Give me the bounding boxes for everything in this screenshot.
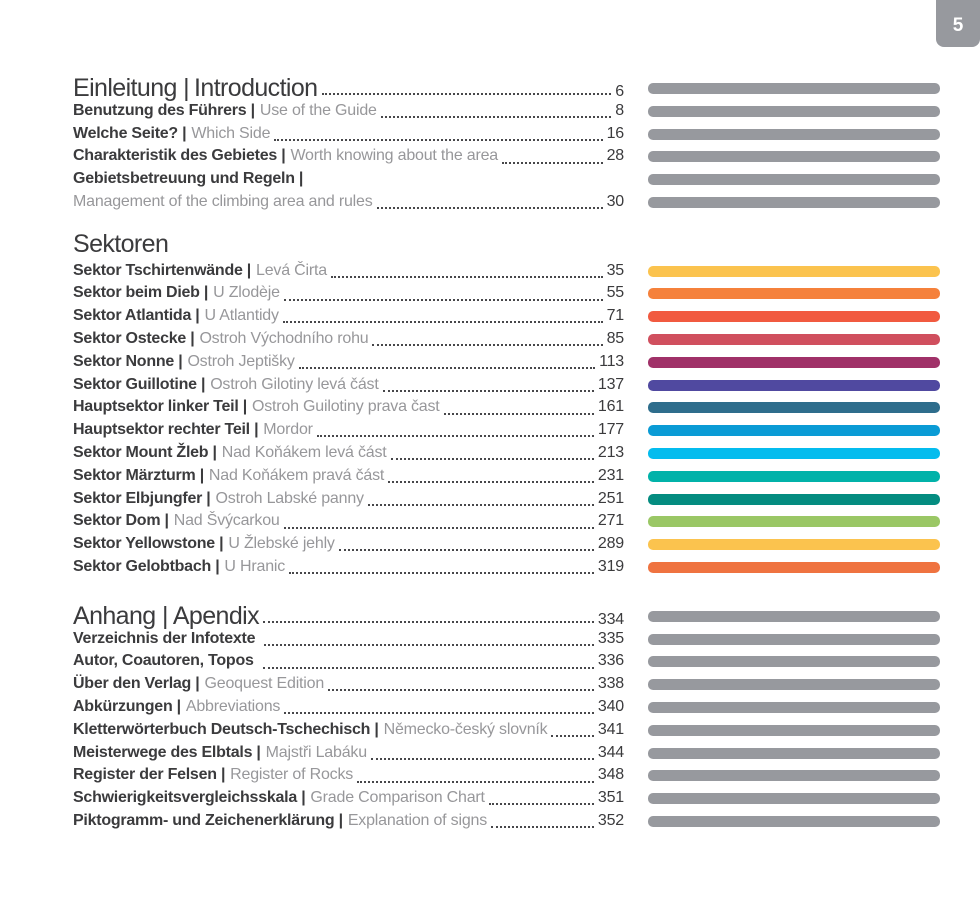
- sector-color-bar: [648, 471, 940, 482]
- section-sektoren-heading: [73, 229, 940, 258]
- toc-entry-row: Sektor Yellowstone | U Žlebské jehly 289: [73, 533, 940, 556]
- dotted-leader: [283, 321, 603, 323]
- sector-color-bar: [648, 311, 940, 322]
- toc-entry-row: Hauptsektor linker Teil | Ostroh Guilotiny prava čast 161: [73, 396, 940, 419]
- dotted-leader: [289, 572, 594, 574]
- dotted-leader: [388, 481, 594, 483]
- sector-color-bar: [648, 402, 940, 413]
- dotted-leader: [502, 162, 603, 164]
- section-gray-bar: [648, 793, 940, 804]
- toc-entry-row: Sektor Tschirtenwände | Levá Čirta 35: [73, 260, 940, 283]
- toc-entry-row: Sektor Märzturm | Nad Koňákem pravá část 231: [73, 465, 940, 488]
- page-ref: 335: [597, 629, 624, 647]
- page-ref: 334: [597, 610, 624, 628]
- page-ref: 352: [597, 811, 624, 829]
- section-gray-bar: [648, 634, 940, 645]
- page-ref: 340: [597, 697, 624, 715]
- heading-main: Anhang |: [73, 601, 168, 630]
- toc-entry-row-wrap-second: Management of the climbing area and rules 30: [73, 191, 940, 214]
- toc-entry-row: Sektor Atlantida | U Atlantidy 71: [73, 305, 940, 328]
- heading-sub: Introduction: [194, 74, 318, 102]
- heading-main: Einleitung |: [73, 74, 190, 102]
- page-number: 5: [952, 14, 964, 36]
- section-anhang: [73, 601, 940, 833]
- dotted-leader: [328, 689, 594, 691]
- table-of-contents: [73, 0, 940, 833]
- toc-entry-row-wrap-first: Gebietsbetreuung und Regeln |: [73, 168, 940, 191]
- dotted-leader: [383, 390, 594, 392]
- dotted-leader: [274, 139, 602, 141]
- toc-entry-row: Über den Verlag | Geoquest Edition 338: [73, 673, 940, 696]
- toc-entry-row: Abkürzungen | Abbreviations 340: [73, 696, 940, 719]
- no-bar: [648, 239, 940, 250]
- dotted-leader: [322, 93, 612, 95]
- dotted-leader: [377, 207, 603, 209]
- toc-entry-row: Sektor Guillotine | Ostroh Gilotiny levá část 137: [73, 374, 940, 397]
- toc-entry-row: Sektor Ostecke | Ostroh Východního rohu 85: [73, 328, 940, 351]
- toc-entry-row: Charakteristik des Gebietes | Worth knowing about the area 28: [73, 145, 940, 168]
- dotted-leader: [339, 549, 594, 551]
- page-ref: 113: [599, 352, 624, 370]
- page-ref: 251: [597, 489, 624, 507]
- heading-sub: Apendix: [172, 601, 259, 630]
- toc-entry-row: Benutzung des Führers | Use of the Guide 8: [73, 100, 940, 123]
- page-ref: 55: [606, 284, 624, 302]
- section-gray-bar: [648, 748, 940, 759]
- dotted-leader: [372, 344, 602, 346]
- dotted-leader: [264, 644, 594, 646]
- sector-color-bar: [648, 562, 940, 573]
- toc-entry-row: Meisterwege des Elbtals | Majstři Labáku 344: [73, 742, 940, 765]
- page-ref: 30: [606, 192, 624, 210]
- page-ref: 137: [597, 375, 624, 393]
- sector-color-bar: [648, 448, 940, 459]
- toc-entry-row: Sektor Mount Žleb | Nad Koňákem levá část 213: [73, 442, 940, 465]
- page-ref: 8: [615, 101, 624, 119]
- page-ref: 161: [597, 398, 624, 416]
- toc-entry-row: Kletterwörterbuch Deutsch-Tschechisch | Německo-český slovník 341: [73, 719, 940, 742]
- dotted-leader: [263, 621, 594, 623]
- page-ref: 6: [615, 83, 624, 100]
- dotted-leader: [444, 413, 594, 415]
- section-gray-bar: [648, 656, 940, 667]
- sector-color-bar: [648, 539, 940, 550]
- toc-entry-row: Welche Seite? | Which Side 16: [73, 123, 940, 146]
- page-ref: 344: [597, 743, 624, 761]
- toc-heading-row: [73, 229, 940, 258]
- dotted-leader: [357, 781, 594, 783]
- section-gray-bar: [648, 816, 940, 827]
- section-intro: [73, 74, 940, 214]
- page-ref: 338: [597, 675, 624, 693]
- dotted-leader: [381, 116, 612, 118]
- section-gray-bar: [648, 83, 940, 94]
- dotted-leader: [317, 435, 594, 437]
- section-gray-bar: [648, 770, 940, 781]
- dotted-leader: [331, 276, 603, 278]
- section-gray-bar: [648, 197, 940, 208]
- toc-entry-row: Schwierigkeitsvergleichsskala | Grade Comparison Chart 351: [73, 787, 940, 810]
- page-ref: 16: [606, 124, 624, 142]
- page-ref: 28: [606, 147, 624, 165]
- dotted-leader: [284, 299, 603, 301]
- sector-color-bar: [648, 266, 940, 277]
- dotted-leader: [491, 826, 594, 828]
- sector-color-bar: [648, 357, 940, 368]
- section-gray-bar: [648, 611, 940, 622]
- page-ref: 289: [597, 535, 624, 553]
- section-gray-bar: [648, 702, 940, 713]
- page-ref: 351: [597, 789, 624, 807]
- sector-color-bar: [648, 494, 940, 505]
- page-number-badge: [936, 0, 980, 47]
- page-ref: 231: [597, 466, 624, 484]
- toc-entry-row: Sektor Dom | Nad Švýcarkou 271: [73, 510, 940, 533]
- dotted-leader: [371, 758, 594, 760]
- page-ref: 71: [606, 307, 624, 325]
- section-gray-bar: [648, 725, 940, 736]
- toc-heading-row: [73, 74, 940, 102]
- sector-color-bar: [648, 425, 940, 436]
- page-ref: 336: [597, 652, 624, 670]
- page-ref: 271: [597, 512, 624, 530]
- toc-entry-row: Register der Felsen | Register of Rocks 348: [73, 764, 940, 787]
- toc-entry-row: Sektor Elbjungfer | Ostroh Labské panny 251: [73, 488, 940, 511]
- page-ref: 177: [597, 421, 624, 439]
- dotted-leader: [551, 735, 593, 737]
- toc-entry-row: Sektor beim Dieb | U Zlodèje 55: [73, 282, 940, 305]
- dotted-leader: [368, 504, 594, 506]
- toc-entry-row: Hauptsektor rechter Teil | Mordor 177: [73, 419, 940, 442]
- dotted-leader: [263, 667, 594, 669]
- page-ref: 35: [606, 261, 624, 279]
- section-gray-bar: [648, 174, 940, 185]
- dotted-leader: [284, 527, 594, 529]
- sector-color-bar: [648, 288, 940, 299]
- section-gray-bar: [648, 106, 940, 117]
- page-ref: 348: [597, 766, 624, 784]
- dotted-leader: [284, 712, 594, 714]
- dotted-leader: [489, 803, 594, 805]
- toc-entry-row: Piktogramm- und Zeichenerklärung | Explanation of signs 352: [73, 810, 940, 833]
- section-sektoren: [73, 260, 940, 579]
- toc-entry-row: Sektor Gelobtbach | U Hranic 319: [73, 556, 940, 579]
- sector-color-bar: [648, 380, 940, 391]
- toc-entry-row: Verzeichnis der Infotexte 335: [73, 628, 940, 651]
- page-ref: 341: [597, 720, 624, 738]
- sector-color-bar: [648, 516, 940, 527]
- sector-color-bar: [648, 334, 940, 345]
- section-gray-bar: [648, 129, 940, 140]
- toc-entry-row: Autor, Coautoren, Topos 336: [73, 650, 940, 673]
- page-ref: 85: [606, 329, 624, 347]
- dotted-leader: [391, 458, 594, 460]
- heading-main: Sektoren: [73, 229, 169, 258]
- page-ref: 319: [597, 557, 624, 575]
- section-gray-bar: [648, 679, 940, 690]
- dotted-leader: [299, 367, 595, 369]
- section-gray-bar: [648, 151, 940, 162]
- page-ref: 213: [597, 443, 624, 461]
- toc-entry-row: Sektor Nonne | Ostroh Jeptišky 113: [73, 351, 940, 374]
- toc-heading-row: [73, 601, 940, 630]
